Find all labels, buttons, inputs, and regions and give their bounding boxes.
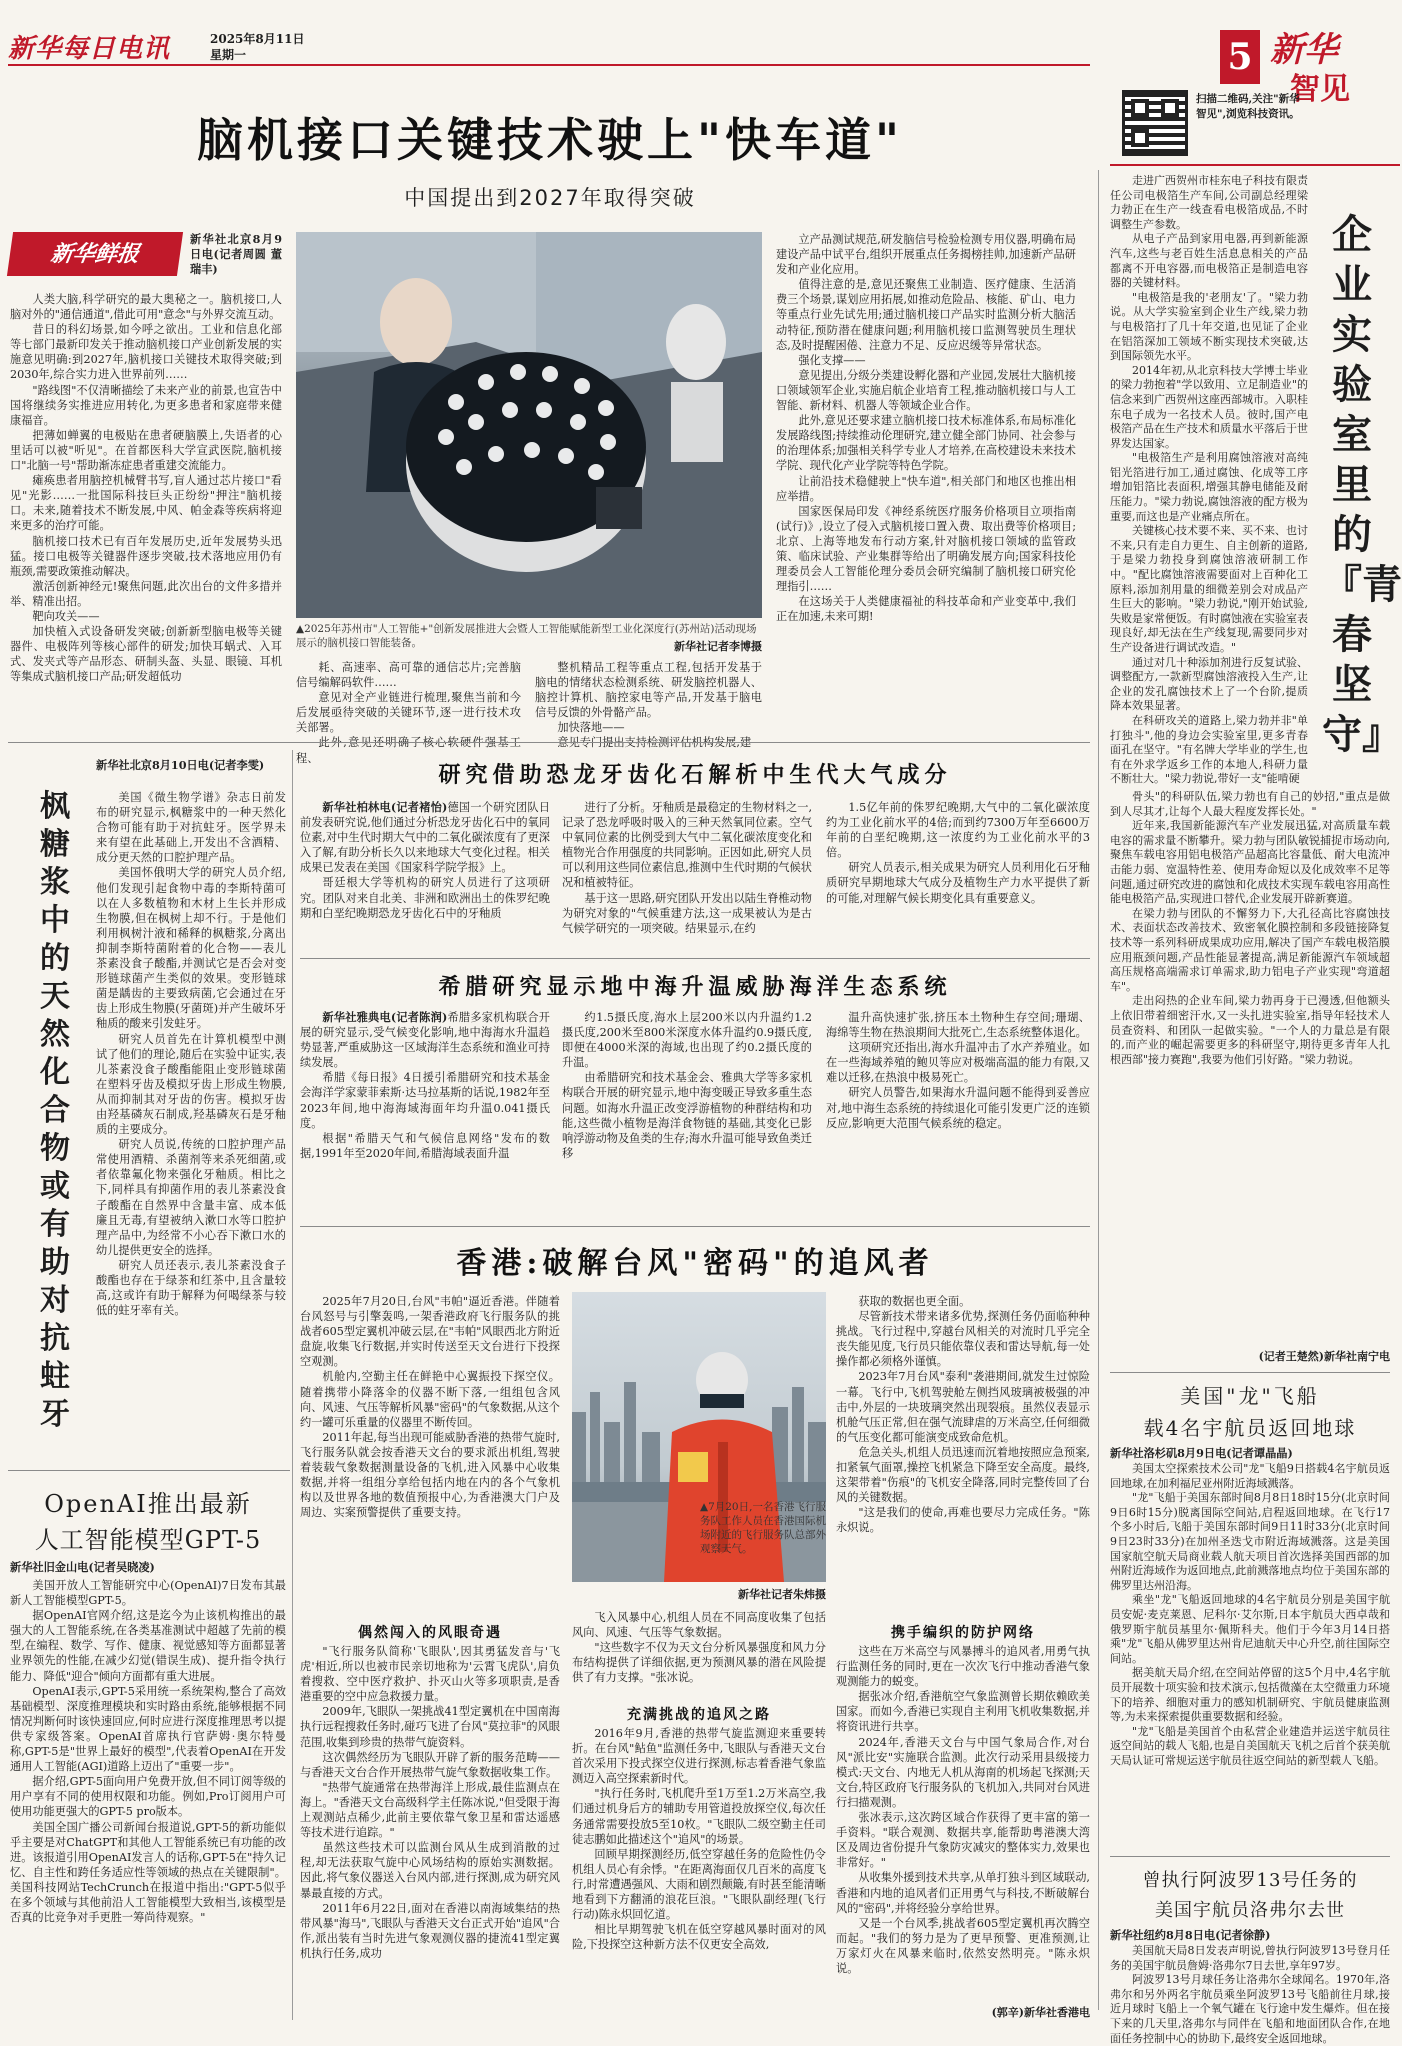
hongkong-paragraph: 从收集外援到技术共享,从单打独斗到区域联动,香港和内地的追风者们正用勇气与科技,不断破解台风的"密码",并将经验分享给世界。 <box>836 1871 1090 1915</box>
lead-paragraph: 瘫痪患者用脑控机械臂书写,盲人通过芯片接口"看见"光影……一批国际科技巨头正纷纷"押注"脑机接口。未来,随着技术不断发展,中风、帕金森等疾病将迎来更多的治疗可能。 <box>10 474 282 533</box>
dinosaur-paragraph: 1.5亿年前的侏罗纪晚期,大气中的二氧化碳浓度约为工业化前水平的4倍;而到约7300万年至6600万年前的白垩纪晚期,这一浓度约为工业化前水平的3倍。 <box>826 801 1090 860</box>
greece-paragraph: 新华社雅典电(记者陈润)希腊多家机构联合开展的研究显示,受气候变化影响,地中海海水升温趋势显著,严重威胁这一区域海洋生态系统和渔业可持续发展。 <box>300 1010 550 1070</box>
lead-paragraph: 靶向攻关—— <box>32 609 100 623</box>
lead-subtitle: 中国提出到2027年取得突破 <box>404 186 696 210</box>
hongkong-paragraph: 2023年7月台风"泰利"袭港期间,就发生过惊险一幕。飞行中,飞机驾驶舱左侧挡风玻璃被极强的冲击中,外层的一块玻璃突然出现裂痕。虽然仪表显示机舱气压正常,但在强气流肆虐的万米高空,任何细微的气压变化都可能演变成致命危机。 <box>836 1370 1090 1444</box>
lead-paragraph: 意见提出,分级分类建设孵化器和产业园,发展壮大脑机接口领域领军企业,实施启航企业培育工程,推动脑机接口与人工智能、新材料、机器人等领域企业合作。 <box>776 368 1076 413</box>
maple-title: 枫糖浆中的天然化合物或有助对抗蛀牙 <box>40 789 70 1432</box>
lovell-byline: 新华社纽约8月8日电(记者徐静) <box>1110 1928 1271 1942</box>
page-number-box: 5 <box>1220 30 1260 84</box>
lead-paragraph: 整机精品工程等重点工程,包括开发基于脑电的情绪状态检测系统、研发脑控机器人、脑控计算机、脑控家电等产品,开发基于脑电信号反馈的外骨骼产品。 <box>535 661 762 720</box>
dragon-byline: 新华社洛杉矶8月9日电(记者谭晶晶) <box>1110 1446 1293 1460</box>
hongkong-sec3-head: 携手编织的防护网络 <box>891 1625 1035 1641</box>
qr-code <box>1122 90 1188 156</box>
xinhua-badge: 新华鲜报 <box>7 232 183 276</box>
lovell-title-line1: 曾执行阿波罗13号任务的 <box>1142 1870 1358 1891</box>
sidebar-paragraph: 关键核心技术要不来、买不来、也讨不来,只有走自力更生、自主创新的道路,于是梁力勃投身到腐蚀溶液研制工作中。"配比腐蚀溶液需要面对上百种化工原料,添加剂用量的细微差别会对成品产生巨大的影响。"梁力勃说,"刚开始试验,失败是家常便饭。有时腐蚀液在实验室表现良好,却无法在生产线复现,需要同步对生产设备进行调试改造。" <box>1110 524 1308 654</box>
lead-col4 <box>776 232 1076 728</box>
openai-paragraph: 美国开放人工智能研究中心(OpenAI)7日发布其最新人工智能模型GPT-5。 <box>10 1579 286 1608</box>
dragon-paragraph: 乘坐"龙"飞船返回地球的4名宇航员分别是美国宇航员安妮·麦克莱恩、尼科尔·艾尔斯,日本宇航员大西卓哉和俄罗斯宇航员基里尔·佩斯科夫。他们于今年3月14日搭乘"龙"飞船从佛罗里达州肯尼迪航天中心升空,前往国际空间站。 <box>1110 1593 1390 1665</box>
lead-paragraph: 国家医保局印发《神经系统医疗服务价格项目立项指南(试行)》,设立了侵入式脑机接口置入费、取出费等价格项目;北京、上海等地发布行动方案,针对脑机接口领域的监管政策、临床试验、产业集群等给出了明确发展方向;国家科技伦理委员会人工智能伦理分委员会研究编制了脑机接口研究伦理指引…… <box>776 504 1076 594</box>
hongkong-paragraph: 2016年9月,香港的热带气旋监测迎来重要转折。在台风"鲇鱼"监测任务中,飞眼队与香港天文台首次采用下投式探空仪进行探测,标志着香港气象监测迈入高空探索新时代。 <box>572 1727 826 1786</box>
sidebar-paragraph: 走出闷热的企业车间,梁力勃再身于已漫透,但他额头上依旧带着细密汗水,又一头扎进实验室,指导年轻技术人员查资料、和团队一起做实验。"一个人的力量总是有限的,而产业的崛起需要更多的科研坚守,期待更多青年人扎根西部"接力赛跑",我要为他们引好路。"梁力勃说。 <box>1110 994 1390 1066</box>
lead-paragraph: 值得注意的是,意见还聚焦工业制造、医疗健康、生活消费三个场景,谋划应用拓展,如推动危险品、核能、矿山、电力等重点行业先试先用;通过脑机接口产品实时监测分析大脑活动特征,预防潜在健康问题;利用脑机接口监测驾驶员生理状态,及时提醒困倦、注意力不足、反应迟缓等异常状态。 <box>776 278 1076 352</box>
hongkong-paragraph: "这些数字不仅为天文台分析风暴强度和风力分布结构提供了详细依据,更为预测风暴的潜在风险提供了有力支撑。"张冰说。 <box>572 1641 826 1685</box>
hongkong-paragraph: 相比早期驾驶飞机在低空穿越风暴时面对的风险,下投探空这种新方法不仅更安全高效, <box>572 1923 826 1952</box>
dinosaur-paragraph: 哥廷根大学等机构的研究人员进行了这项研究。团队对来自北美、非洲和欧洲出土的侏罗纪晚期和白垩纪晚期恐龙牙齿化石中的牙釉质 <box>300 876 550 920</box>
dinosaur-col2 <box>562 800 812 950</box>
hongkong-paragraph: 又是一个台风季,挑战者605型定翼机再次腾空而起。"我们的努力是为了更早预警、更准预测,让万家灯火在风暴来临时,依然安然明亮。"陈永炽说。 <box>836 1916 1090 1975</box>
greece-col3 <box>826 1010 1090 1218</box>
divider-greece <box>300 1226 1090 1227</box>
hongkong-col1 <box>300 1294 560 1596</box>
hongkong-paragraph: 虽然这些技术可以监测台风从生成到消散的过程,却无法获取气旋中心风场结构的原始实测数据。因此,将气象仪器送入台风内部,进行探测,成为研究风暴最直接的方式。 <box>300 1841 560 1900</box>
hongkong-paragraph: 2024年,香港天文台与中国气象局合作,对台风"派比安"实施联合监测。此次行动采用县级接力模式:天文台、内地无人机从海南的机场起飞探测;天文台,特区政府飞行服务队的飞机加入,共同对台风进行扫描观测。 <box>836 1735 1090 1809</box>
qr-caption: 扫描二维码,关注"新华智见",浏览科技资讯。 <box>1196 93 1300 120</box>
divider-sidebar <box>1098 170 1099 2010</box>
dinosaur-paragraph: 基于这一思路,研究团队开发出以陆生脊椎动物为研究对象的"气候重建方法,这一成果被认为是古气候学研究的一项突破。结果显示,在约 <box>562 891 812 935</box>
lead-paragraph: 加快植入式设备研发突破;创新新型脑电极等关键器件、电极阵列等核心部件的研发;加快耳蜗式、入耳式、发夹式等产品形态、研制头盔、头显、眼镜、耳机等集成式脑机接口产品;研发超低功 <box>10 625 282 684</box>
dinosaur-paragraph: 新华社柏林电(记者褚怡)德国一个研究团队日前发表研究说,他们通过分析恐龙牙齿化石中的氧同位素,对中生代时期大气中的二氧化碳浓度有了更深入了解,有助分析长久以来地球大气变化过程。相关成果已发表在美国《国家科学院学报》上。 <box>300 800 550 875</box>
lead-paragraph: 把薄如蝉翼的电极贴在患者硬脑膜上,失语者的心里话可以被"听见"。在首都医科大学宣武医院,脑机接口"北脑一号"帮助渐冻症患者重建交流能力。 <box>10 428 282 473</box>
hongkong-col3 <box>836 1294 1090 1612</box>
openai-byline: 新华社旧金山电(记者吴晓凌) <box>10 1560 155 1574</box>
lead-photo-caption: ▲2025年苏州市"人工智能+"创新发展推进大会暨人工智能赋能新型工业化深度行(苏州站)活动现场展示的脑机接口智能装备。 <box>296 623 757 649</box>
byline: 新华社柏林电(记者褚怡) <box>322 800 448 814</box>
divider-maple <box>8 1470 290 1471</box>
lead-photo-credit: 新华社记者李博摄 <box>674 640 762 653</box>
sidebar-paragraph: 走进广西贺州市桂东电子科技有限责任公司电极箔生产车间,公司副总经理梁力勃正在生产一线查看电极箔成品,不时调整生产参数。 <box>1110 174 1308 231</box>
hongkong-paragraph: 2025年7月20日,台风"韦帕"逼近香港。伴随着台风怒号与引擎轰鸣,一架香港政府飞行服务队的挑战者605型定翼机冲破云层,在"韦帕"风眼西北方附近盘旋,收集飞行数据,并实时传送至天文台进行下投探空观测。 <box>300 1295 560 1369</box>
hongkong-sec1-head: 偶然闯入的风眼奇遇 <box>358 1625 502 1641</box>
hongkong-paragraph: 机舱内,空勤主任在鲜艳中心翼振投下探空仪。随着携带小降落伞的仪器不断下落,一组组包含风向、风速、气压等解析风暴"密码"的气象数据,从这个约一罐可乐重量的仪器里不断传回。 <box>300 1370 560 1429</box>
lead-paragraph: 耗、高速率、高可靠的通信芯片;完善脑信号编解码软件…… <box>296 661 521 690</box>
dragon-paragraph: 据美航天局介绍,在空间站停留的这5个月中,4名宇航员开展数十项实验和技术演示,包括微藻在太空微重力环境下的培养、细胞对重力的感知机制研究、宇航员健康监测等,为未来探索提供重要数据和经验。 <box>1110 1666 1390 1724</box>
dinosaur-paragraph: 研究人员表示,相关成果为研究人员利用化石牙釉质研究早期地球大气成分及植物生产力水平提供了新的可能,对理解气候长期变化具有重要意义。 <box>826 861 1090 905</box>
sidebar-paragraph: 2014年初,从北京科技大学博士毕业的梁力勃抱着"学以致用、立足制造业"的信念来到广西贺州这座西部城市。入职桂东电子成为一名技术人员。彼时,国产电极箔产品在生产技术和质量水平落后于世界发达国家。 <box>1110 363 1308 450</box>
sidebar-body-cont <box>1110 790 1390 1350</box>
sidebar-paragraph: 近年来,我国新能源汽车产业发展迅猛,对高质量车载电容的需求量不断攀升。梁力勃与团队敏锐捕捉市场动向,聚焦车载电容用铝电极箔产品超高比容量低、耐大电流冲击能力弱、宽温特性差、使用寿命短以及化成效率不足等问题,通过研究改进的腐蚀和化成技术实现车载电容用高性能电极箔产品,实现进口替代,企业发展开辟新赛道。 <box>1110 819 1390 906</box>
masthead-logo: 新华每日电讯 <box>8 34 171 64</box>
lovell-paragraph: 阿波罗13号月球任务让洛弗尔全球闻名。1970年,洛弗尔和另外两名宇航员乘坐阿波罗13号飞船前往月球,接近月球时飞船上一个氧气罐在飞行途中发生爆炸。但在接下来的几天里,洛弗尔与同伴在飞船和地面团队合作,在地面任务控制中心的协助下,最终安全返回地球。 <box>1110 1973 1390 2045</box>
hongkong-paragraph: 飞入风暴中心,机组人员在不同高度收集了包括风向、风速、气压等气象数据。 <box>572 1611 826 1640</box>
divider-dinosaur <box>300 958 1090 959</box>
greece-paragraph: 希腊《每日报》4日援引希腊研究和技术基金会海洋学家蒙菲索斯·达马拉基斯的话说,1982年至2023年间,地中海海域海面年均升温0.041摄氏度。 <box>300 1071 550 1130</box>
greece-col1 <box>300 1010 550 1218</box>
lead-paragraph: 激活创新神经元!聚焦问题,此次出台的文件多措并举、精准出招。 <box>10 579 282 608</box>
lovell-title-line2: 美国宇航员洛弗尔去世 <box>1155 1900 1345 1921</box>
greece-paragraph: 由希腊研究和技术基金会、雅典大学等多家机构联合开展的研究显示,地中海变暖正导致多重生态问题。如海水升温正改变浮游植物的种群结构和功能,这些微小植物是海洋食物链的基础,其变化已影响浮游动物及鱼类的生存;海水升温可能导致鱼类迁移 <box>562 1071 812 1160</box>
openai-title-line1: OpenAI推出最新 <box>44 1490 252 1518</box>
hongkong-paragraph: "热带气旋通常在热带海洋上形成,最佳监测点在海上。"香港天文台高级科学主任陈冰说,"但受限于海上观测站点稀少,此前主要依靠气象卫星和雷达遥感等技术进行追踪。" <box>300 1780 560 1840</box>
hongkong-paragraph: 2009年,飞眼队一架挑战41型定翼机在中国南海执行远程搜救任务时,碰巧飞进了台风"莫拉菲"的风眼范围,收集到珍贵的热带气旋资料。 <box>300 1705 560 1749</box>
lead-col1 <box>10 292 282 725</box>
hongkong-sec2a <box>572 1610 826 1694</box>
dinosaur-col1 <box>300 800 550 950</box>
lovell-paragraph: 美国航天局8日发表声明说,曾执行阿波罗13号登月任务的美国宇航员詹姆·洛弗尔7日去世,享年97岁。 <box>1110 1944 1390 1972</box>
hongkong-sec2 <box>572 1726 826 2020</box>
openai-title-line2: 人工智能模型GPT-5 <box>34 1526 262 1554</box>
hongkong-paragraph: 据张冰介绍,香港航空气象监测曾长期依赖欧美国家。而如今,香港已实现自主利用飞机收集数据,并将资讯进行共享。 <box>836 1690 1090 1734</box>
dragon-title-line1: 美国"龙"飞船 <box>1180 1384 1320 1408</box>
openai-paragraph: 据OpenAI官网介绍,这是迄今为止该机构推出的最强大的人工智能系统,在各类基准测试中超越了先前的模型,在编程、数学、写作、健康、视觉感知等方面都显著业界领先的性能,在减少幻觉(错误生成)、提升指令执行能力、降低"迎合"倾向方面都有重大进展。 <box>10 1609 286 1683</box>
hongkong-paragraph: 张冰表示,这次跨区域合作获得了更丰富的第一手资料。"联合观测、数据共享,能帮助粤港澳大湾区及周边省份提升气象防灾减灾的整体实力,效果也非常好。" <box>836 1811 1090 1870</box>
hongkong-paragraph: 这些在万米高空与风暴搏斗的追风者,用勇气执行监测任务的同时,更在一次次飞行中推动香港气象观测能力的蜕变。 <box>836 1645 1090 1689</box>
maple-paragraph: 研究人员说,传统的口腔护理产品常使用酒精、杀菌剂等来杀死细菌,或者依靠氟化物来强化牙釉质。相比之下,同样具有抑菌作用的表儿茶素没食子酸酯在自然界中含量丰富、成本低廉且无毒,有望被纳入漱口水等口腔护理产品中,为经常不小心吞下漱口水的幼儿提供更安全的选择。 <box>96 1138 286 1257</box>
maple-body-cont <box>10 1370 286 1462</box>
lead-col3 <box>535 660 762 735</box>
divider-lead <box>8 742 1090 743</box>
maple-byline: 新华社北京8月10日电(记者李雯) <box>96 758 265 772</box>
lead-col2 <box>296 660 521 765</box>
dragon-body <box>1110 1462 1390 1850</box>
sidebar-title: 企业实验室里的『青春坚守』 <box>1322 211 1402 758</box>
greece-title: 希腊研究显示地中海升温威胁海洋生态系统 <box>438 974 952 1000</box>
sidebar-paragraph: 通过对几十种添加剂进行反复试验、调整配方,一款新型腐蚀溶液投入生产,让企业的发孔腐蚀技术上了一个台阶,提质降本效果显著。 <box>1110 655 1308 713</box>
hongkong-paragraph: 获取的数据也更全面。 <box>858 1295 971 1308</box>
openai-paragraph: 据介绍,GPT-5面向用户免费开放,但不同订阅等级的用户享有不同的使用权限和功能。例如,Pro订阅用户可使用功能更强大的GPT-5 pro版本。 <box>10 1775 286 1819</box>
hongkong-paragraph: "这是我们的使命,再难也要尽力完成任务。"陈永炽说。 <box>836 1506 1090 1535</box>
hongkong-credit: (郭辛)新华社香港电 <box>991 2006 1090 2019</box>
masthead-date: 2025年8月11日 <box>210 32 305 46</box>
sidebar-paragraph: 骨头"的科研队伍,梁力勃也有自己的妙招,"重点是做到人尽其才,让每个人最大程度发挥长处。" <box>1110 790 1390 818</box>
greece-paragraph: 根据"希腊天气和气候信息网络"发布的数据,1991年至2020年间,希腊海域表面升温 <box>300 1131 550 1160</box>
lead-photo <box>296 232 762 618</box>
right-masthead-rule <box>1110 164 1400 166</box>
hongkong-sec1 <box>300 1644 560 2020</box>
divider-dragon <box>1110 1856 1390 1857</box>
hongkong-paragraph: 2011年6月22日,面对在香港以南海域集结的热带风暴"海马",飞眼队与香港天文台正式开始"追风"合作,派出装有当时先进气象观测仪器的捷流41型定翼机执行任务,成功 <box>300 1901 560 1960</box>
lovell-body <box>1110 1944 1390 2045</box>
greece-paragraph: 温升高快速扩张,挤压本土物种生存空间;珊瑚、海绵等生物在热浪期间大批死亡,生态系统整体退化。 <box>826 1011 1090 1040</box>
sidebar-body <box>1110 174 1308 790</box>
section-name: 智见 <box>1290 72 1350 107</box>
hongkong-paragraph: 2011年起,每当出现可能威胁香港的热带气旋时,飞行服务队就会按香港天文台的要求派出机组,驾驶着装载气象数据测量设备的飞机,进入风暴中心收集数据,并将一组组分享给包括内地在内的各个气象机构以及世界各地的数值预报中心,为香港澳大门户及周边、实案预警提供了重要支持。 <box>300 1430 560 1520</box>
hongkong-photo-credit: 新华社记者朱炜摄 <box>738 1588 826 1601</box>
byline: 新华社雅典电(记者陈润) <box>322 1010 448 1024</box>
sidebar-paragraph: 从电子产品到家用电器,再到新能源汽车,这些与老百姓生活息息相关的产品都离不开电容器,而电极箔正是制造电容器的关键材料。 <box>1110 232 1308 290</box>
openai-body <box>10 1578 286 2016</box>
lead-title: 脑机接口关键技术驶上"快车道" <box>197 113 903 167</box>
hongkong-photo-caption: ▲7月20日,一名香港飞行服务队工作人员在香港国际机场附近的飞行服务队总部外观察天气。 <box>700 1501 826 1555</box>
masthead-rule <box>8 64 1090 66</box>
greece-paragraph: 研究人员警告,如果海水升温问题不能得到妥善应对,地中海生态系统的持续退化可能引发更广泛的连锁反应,影响更大范围气候系统的稳定。 <box>826 1086 1090 1130</box>
dragon-title-line2: 载4名宇航员返回地球 <box>1143 1416 1357 1440</box>
lead-paragraph: 在这场关于人类健康福祉的科技革命和产业变革中,我们正在加速,未来可期! <box>776 595 1076 624</box>
dinosaur-paragraph: 进行了分析。牙釉质是最稳定的生物材料之一,记录了恐龙呼吸时吸入的三种天然氧同位素。空气中氧同位素的比例受到大气中二氧化碳浓度变化和植物光合作用强度的共同影响。正因如此,研究人员可以利用这些同位素信息,推测中生代时期的气候状况和植被特征。 <box>562 801 812 890</box>
lead-paragraph <box>535 735 762 750</box>
lead-paragraph: 程、 <box>296 751 319 765</box>
divider-left-col <box>292 750 293 2020</box>
hongkong-title: 香港:破解台风"密码"的追风者 <box>456 1246 934 1281</box>
lead-paragraph: 让前沿技术稳健驶上"快车道",相关部门和地区也推出相应举措。 <box>776 474 1076 503</box>
lead-paragraph: 人类大脑,科学研究的最大奥秘之一。脑机接口,人脑对外的"通信通道",借此可用"意念"与外界交流互动。 <box>10 293 282 322</box>
lead-paragraph: 强化支撑—— <box>798 353 866 367</box>
hongkong-paragraph: 危急关头,机组人员迅速而沉着地按照应急预案,扣紧氧气面罩,操控飞机紧急下降至安全高度。最终,这架带着"伤痕"的飞机安全降落,同时完整传回了台风的关键数据。 <box>836 1445 1090 1505</box>
hongkong-paragraph: 这次偶然经历为飞眼队开辟了新的服务范畴——与香港天文台合作开展热带气旋气象数据收集工作。 <box>300 1750 560 1779</box>
lead-paragraph: 加快落地—— <box>557 721 625 735</box>
lead-paragraph: 昔日的科幻场景,如今呼之欲出。工业和信息化部等七部门最新印发关于推动脑机接口产业创新发展的实施意见明确:到2027年,脑机接口关键技术取得突破;到2030年,综合实力进入世界前列…… <box>10 323 282 382</box>
hongkong-sec3 <box>836 1644 1090 2000</box>
maple-paragraph: 研究人员首先在计算机模型中测试了他们的理论,随后在实验中证实,表儿茶素没食子酸酯能阻止变形链球菌在塑料牙齿及模拟牙齿上形成生物膜,从而抑制其对牙齿的伤害。模拟牙齿由羟基磷灰石制成,羟基磷灰石是牙釉质的主要成分。 <box>96 1032 286 1137</box>
maple-paragraph: 美国《微生物学谱》杂志日前发布的研究显示,枫糖浆中的一种天然化合物可能有助于对抗蛀牙。医学界未来有望在此基础上,开发出不含酒精、成分更天然的口腔护理产品。 <box>96 791 286 865</box>
greece-paragraph: 这项研究还指出,海水升温冲击了水产养殖业。如在一些海域养殖的鲍贝等应对极端高温的能力有限,又难以迁移,在热浪中极易死亡。 <box>826 1041 1090 1085</box>
lead-paragraph: 此外,意见还要求建立脑机接口技术标准体系,布局标准化发展路线图;持续推动伦理研究,建立健全部门协同、社会参与的治理体系;加强相关科学专业人才培养,在高校建设未来技术学院、现代化产业学院等特色学院。 <box>776 414 1076 473</box>
lead-paragraph: 脑机接口技术已有百年发展历史,近年发展势头迅猛。接口电极等关键器件逐步突破,技术落地应用仍有瓶颈,需要政策推动解决。 <box>10 534 282 578</box>
hongkong-paragraph: 尽管新技术带来诸多优势,探测任务仍面临种种挑战。飞行过程中,穿越台风相关的对流时几乎完全丧失能见度,飞行员只能依靠仪表和雷达导航,每一处操作都必须格外谨慎。 <box>836 1310 1090 1369</box>
dragon-paragraph: 美国太空探索技术公司"龙"飞船9日搭载4名宇航员返回地球,在加利福尼亚州附近海域溅落。 <box>1110 1462 1390 1490</box>
masthead-weekday: 星期一 <box>210 48 247 62</box>
greece-paragraph: 约1.5摄氏度,海水上层200米以内升温约1.2摄氏度,200米至800米深度水体升温约0.9摄氏度,即便在4000米深的海域,也出现了约0.2摄氏度的升温。 <box>562 1011 812 1070</box>
lead-paragraph: 意见对全产业链进行梳理,聚焦当前和今后发展亟待突破的关键环节,逐一进行技术攻关部署。 <box>296 691 521 735</box>
maple-paragraph: 美国怀俄明大学的研究人员介绍,他们发现引起食物中毒的李斯特菌可以在人多数植物和木材上生长并形成生物膜,但在枫树上却不行。于是他们利用枫树汁液和稀释的枫糖浆,分离出抑制李斯特菌附着的化合物——表儿茶素没食子酸酯,并测试它是否会对变形链球菌产生类似的效果。变形链球菌是龋齿的主要致病菌,它会通过在牙齿上形成生物膜(牙菌斑)并产生破坏牙釉质的酸来引发蛀牙。 <box>96 866 286 1031</box>
maple-paragraph: 研究人员还表示,表儿茶素没食子酸酯也存在于绿茶和红茶中,且含量较高,这或许有助于解释为何喝绿茶与较低的蛀牙率有关。 <box>96 1258 286 1318</box>
hongkong-paragraph: 回顾早期探测经历,低空穿越任务的危险性仍令机组人员心有余悸。"在距离海面仅几百米的高度飞行,时常遭遇强风、大雨和剧烈颠簸,有时甚至能清晰地看到下方翻涌的浪花巨浪。"飞眼队副经理(飞行行动)陈永炽回忆道。 <box>572 1847 826 1922</box>
hongkong-paragraph: "飞行服务队简称'飞眼队',因其勇猛发音与'飞虎'相近,所以也被市民亲切地称为'云霄飞虎队',肩负着搜救、空中医疗救护、扑灭山火等多项职责,是香港重要的空中应急救援力量。 <box>300 1645 560 1704</box>
lead-paragraph: 立产品测试规范,研发脑信号检验检测专用仪器,明确布局建设产品中试平台,组织开展重点任务揭榜挂帅,加速新产品研发和产业化应用。 <box>776 233 1076 277</box>
dragon-paragraph: "龙"飞船是美国首个由私营企业建造并运送宇航员往返空间站的载人飞船,也是自美国航天飞机之后首个获美航天局认证可常规运送宇航员往返空间站的新型载人飞船。 <box>1110 1724 1390 1767</box>
sidebar-paragraph: 在科研攻关的道路上,梁力勃并非"单打独斗",他的身边会实验室里,更多青春面孔在坚守。"有名牌大学毕业的学生,也有在外求学返乡工作的本地人,科研力量不断壮大。"梁力勃说,带好一支"能啃硬 <box>1110 713 1308 786</box>
section-logo: 新华 <box>1270 30 1338 70</box>
dinosaur-col3 <box>826 800 1090 950</box>
sidebar-paragraph: "电极箔生产是利用腐蚀溶液对高纯铝光箔进行加工,通过腐蚀、化成等工序增加铝箔比表面积,增强其静电储能及耐压能力。"梁力勃说,腐蚀溶液的配方极为重要,而这也是产业痛点所在。 <box>1110 451 1308 523</box>
hongkong-paragraph: "执行任务时,飞机爬升至1万至1.2万米高空,我们通过机身后方的辅助专用管道投放探空仪,每次任务通常需要投放5至10枚。"飞眼队二级空勤主任司徒志鹏如此描述这个"追风"的场景。 <box>572 1787 826 1846</box>
greece-col2 <box>562 1010 812 1218</box>
divider-sidebar-story <box>1110 1372 1390 1373</box>
sidebar-paragraph: "电极箔是我的'老朋友'了。"梁力勃说。从大学实验室到企业生产线,梁力勃与电极箔打了几十年交道,也见证了企业在铝箔深加工领域不断实现技术突破,达到国际领先水平。 <box>1110 290 1308 363</box>
lead-paragraph: "路线图"不仅清晰描绘了未来产业的前景,也宣告中国将继续务实推进应用转化,为更多患者和家庭带来健康福音。 <box>10 383 282 427</box>
sidebar-paragraph: 在梁力勃与团队的不懈努力下,大孔径高比容腐蚀技术、表面状态改善技术、致密氧化膜控制和多段链接降复技术等一系列科研成果成功应用,解决了国产车载电极箔膜应用瓶颈问题,产品性能显著提高,满足新能源汽车领域超高压规格高端需求订单需求,助力铝电子产业实现"弯道超车"。 <box>1110 906 1390 993</box>
openai-paragraph: 美国全国广播公司新闻台报道说,GPT-5的新功能似乎主要是对ChatGPT和其他人工智能系统已有功能的改进。该报道引用OpenAI发言人的话称,GPT-5在"持久记忆、自主性和跨任务适应性等领域的热点在关键限制"。美国科技网站TechCrunch在报道中指出:"GPT-5似乎在多个领域与其他前沿人工智能模型大致相当,该模型是否真的比竞争对手更胜一筹尚待观察。" <box>10 1820 286 1925</box>
dinosaur-title: 研究借助恐龙牙齿化石解析中生代大气成分 <box>438 762 952 788</box>
lead-byline: 新华社北京8月9日电(记者周圆 董瑞丰) <box>190 232 282 276</box>
sidebar-credit: (记者王楚然)新华社南宁电 <box>1258 1350 1390 1363</box>
maple-body <box>96 790 286 1370</box>
hongkong-sec2-head: 充满挑战的追风之路 <box>627 1707 771 1723</box>
openai-paragraph: OpenAI表示,GPT-5采用统一系统架构,整合了高效基础模型、深度推理模块和实时路由系统,能够根据不同情况判断何时该快速回应,何时应进行深度推理思考以提供专家级答案。OpenAI首席执行官萨姆·奥尔特曼称,GPT-5是"世界上最好的模型",代表着OpenAI在开发通用人工智能(AGI)道路上迈出了"重要一步"。 <box>10 1684 286 1774</box>
dragon-paragraph: "龙"飞船于美国东部时间8月8日18时15分(北京时间9日6时15分)脱离国际空间站,启程返回地球。在飞行17个多小时后,飞船于美国东部时间9日11时33分(北京时间9日23时33分)在加州圣迭戈市附近海域溅落。这是美国国家航空航天局商业载人航天项目首次选择美国西部的加州附近海域作为返回地点,此前溅落地点均位于美国东部的佛罗里达州沿海。 <box>1110 1491 1390 1592</box>
